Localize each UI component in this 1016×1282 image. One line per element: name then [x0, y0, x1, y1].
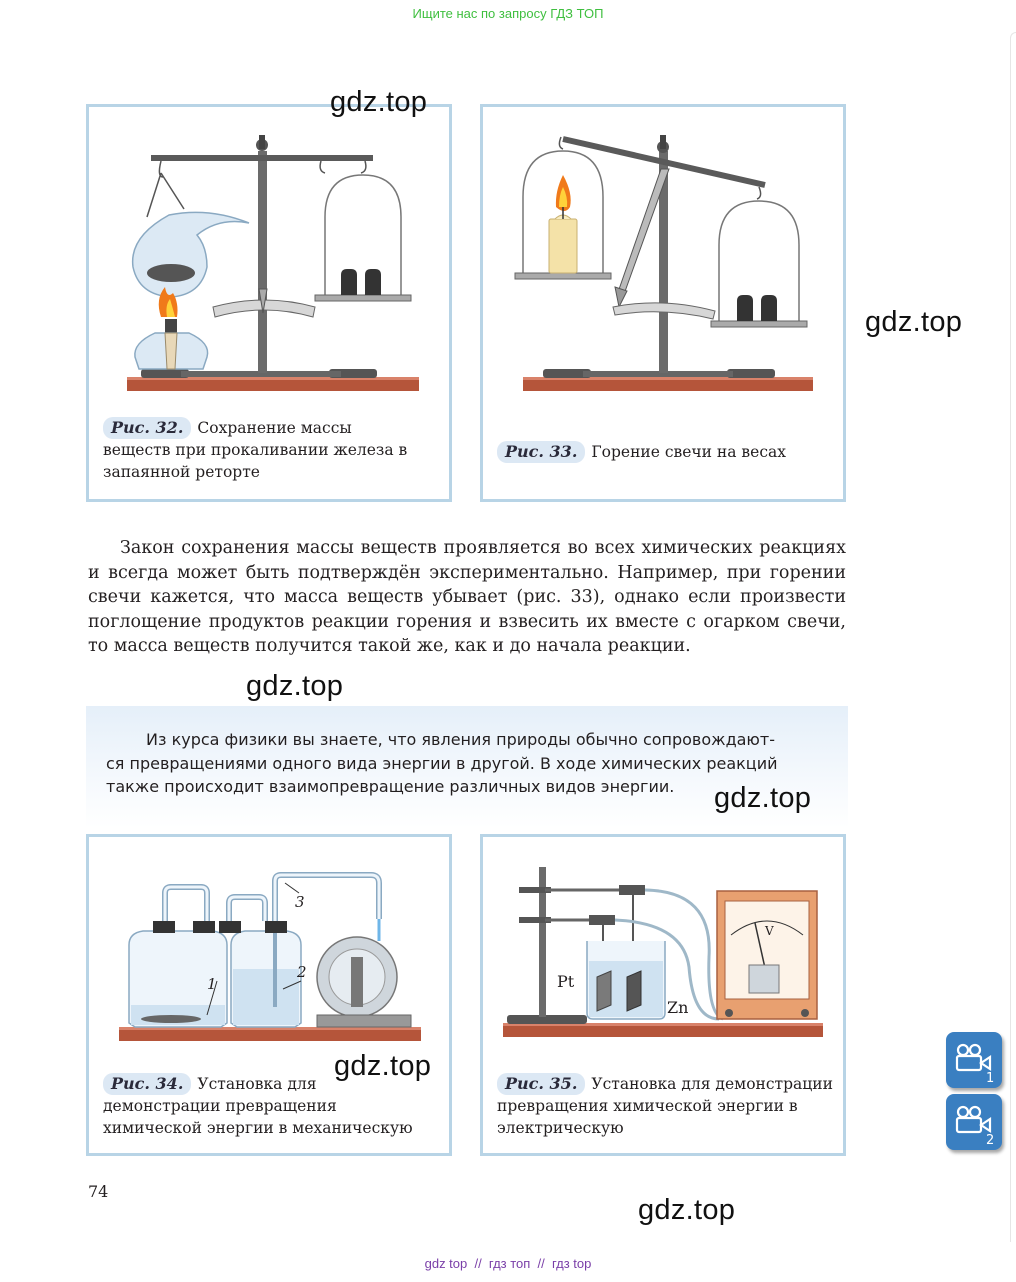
figure-33 — [480, 104, 846, 502]
figure-34-label: Рис. 34. — [103, 1073, 191, 1095]
video-button-number: 1 — [986, 1071, 995, 1086]
marker-pt: Pt — [557, 972, 575, 991]
figure-32-caption: Сохранение массы веществ при прокаливании железа в запаянной реторте — [103, 419, 408, 481]
watermark: gdz.top — [330, 86, 428, 118]
watermark: gdz.top — [865, 306, 963, 338]
watermark: gdz.top — [714, 782, 812, 814]
watermark: gdz.top — [246, 670, 344, 702]
figure-34-caption: Установка для демонстрации превращения химической энергии в механическую — [103, 1075, 413, 1137]
info-line: ся превращениями одного вида энергии в другой. В ходе химических реакций — [106, 753, 778, 773]
figure-35-caption: Установка для демонстрации превращения химической энергии в электрическую — [497, 1075, 833, 1137]
video-button-1[interactable] — [946, 1032, 1002, 1088]
figure-35 — [480, 834, 846, 1156]
figure-35-label: Рис. 35. — [497, 1073, 585, 1095]
info-line: также происходит взаимопревращение различных видов энергии. — [106, 777, 675, 796]
page-number: 74 — [88, 1182, 109, 1201]
marker-3: 3 — [295, 893, 305, 911]
video-button-number: 2 — [986, 1133, 995, 1148]
bottom-banner[interactable]: gdz top // гдз топ // гдз top — [424, 1256, 592, 1271]
info-line: Из курса физики вы знаете, что явления природы обычно сопровождают- — [146, 730, 775, 749]
marker-2: 2 — [297, 963, 307, 981]
video-camera-icon — [946, 1094, 1002, 1150]
figure-32-label: Рис. 32. — [103, 417, 191, 439]
marker-1: 1 — [207, 975, 217, 993]
page-edge — [1010, 32, 1016, 1242]
top-banner[interactable]: Ищите нас по запросу ГДЗ ТОП — [412, 6, 604, 21]
watermark: gdz.top — [638, 1194, 736, 1226]
figure-32 — [86, 104, 452, 502]
paragraph-text: Закон сохранения массы веществ проявляется во всех химических реакциях и всегда может быть подтверждён экспериментально. Например, при горении свечи кажется, что масса веществ убывает (рис. 33), однако если произвести поглощение продуктов реакции горения и взвесить их вместе с огарком свечи, то масса веществ получится такой же, как и до начала реакции. — [88, 538, 846, 657]
figure-33-label: Рис. 33. — [497, 441, 585, 463]
body-paragraph — [88, 536, 846, 659]
video-button-2[interactable] — [946, 1094, 1002, 1150]
figure-33-caption: Горение свечи на весах — [591, 443, 786, 461]
figure-34 — [86, 834, 452, 1156]
watermark: gdz.top — [334, 1050, 432, 1082]
marker-zn: Zn — [667, 998, 689, 1017]
video-camera-icon — [946, 1032, 1002, 1088]
voltmeter-marker: V — [765, 924, 774, 938]
